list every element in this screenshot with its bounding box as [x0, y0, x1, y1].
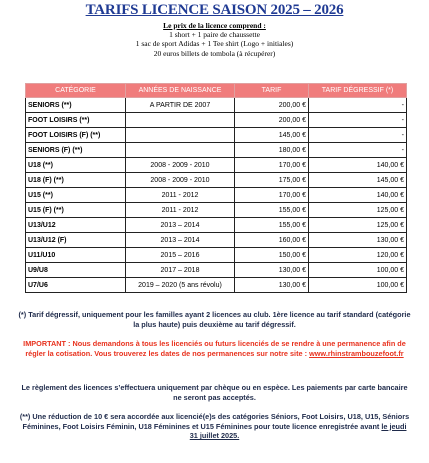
table-row	[26, 158, 407, 173]
col-header-annees: ANNÉES DE NAISSANCE	[126, 84, 235, 98]
table-row	[26, 278, 407, 293]
cell-tarif-degressif: -	[309, 113, 407, 128]
cell-annees	[126, 113, 235, 128]
cell-categorie: U15 (**)	[26, 188, 126, 203]
cell-tarif-degressif: 130,00 €	[309, 233, 407, 248]
cell-annees: 2015 – 2016	[126, 248, 235, 263]
cell-tarif-degressif: 100,00 €	[309, 278, 407, 293]
important-text: IMPORTANT : Nous demandons à tous les licenciés ou futurs licenciés de se rendre à une permanence afin de régler la cotisation. Vous trouverez les dates de nos permanences sur notre site :	[23, 339, 406, 358]
cell-tarif: 170,00 €	[235, 188, 309, 203]
note-degressif: (*) Tarif dégressif, uniquement pour les familles ayant 2 licences au club. 1ère licence au tarif standard (catégorie la plus haute) puis deuxième au tarif dégressif.	[18, 310, 411, 329]
cell-tarif-degressif: 145,00 €	[309, 173, 407, 188]
cell-tarif: 130,00 €	[235, 263, 309, 278]
cell-tarif: 155,00 €	[235, 203, 309, 218]
table-row	[26, 248, 407, 263]
includes-header: Le prix de la licence comprend :	[163, 21, 266, 30]
table-row	[26, 263, 407, 278]
tarifs-table	[25, 83, 407, 293]
cell-categorie: U9/U8	[26, 263, 126, 278]
cell-tarif: 150,00 €	[235, 248, 309, 263]
reduction-date: le jeudi 31 juillet 2025.	[189, 421, 407, 441]
cell-annees: 2019 – 2020 (5 ans révolu)	[126, 278, 235, 293]
table-row	[26, 143, 407, 158]
table-row	[26, 128, 407, 143]
cell-categorie: U18 (F) (**)	[26, 173, 126, 188]
cell-tarif-degressif: 140,00 €	[309, 158, 407, 173]
cell-tarif-degressif: 120,00 €	[309, 248, 407, 263]
includes-item: 1 sac de sport Adidas + 1 Tee shirt (Logo + initiales)	[135, 39, 294, 49]
cell-categorie: U11/U10	[26, 248, 126, 263]
col-header-categorie: CATÉGORIE	[26, 84, 126, 98]
cell-annees: 2011 - 2012	[126, 188, 235, 203]
note-reduction	[18, 412, 411, 441]
cell-tarif: 155,00 €	[235, 218, 309, 233]
cell-tarif-degressif: -	[309, 143, 407, 158]
cell-categorie: U13/U12	[26, 218, 126, 233]
cell-tarif: 170,00 €	[235, 158, 309, 173]
table-row	[26, 218, 407, 233]
licence-includes	[0, 21, 429, 58]
table-row	[26, 203, 407, 218]
col-header-tarif-degressif: TARIF DÉGRESSIF (*)	[309, 84, 407, 98]
includes-item: 1 short + 1 paire de chaussette	[169, 30, 260, 40]
cell-tarif: 160,00 €	[235, 233, 309, 248]
cell-annees: 2008 - 2009 - 2010	[126, 173, 235, 188]
cell-annees: 2017 – 2018	[126, 263, 235, 278]
cell-annees	[126, 143, 235, 158]
table-header-row	[26, 84, 407, 98]
cell-categorie: FOOT LOISIRS (**)	[26, 113, 126, 128]
table-row	[26, 173, 407, 188]
page-title: TARIFS LICENCE SAISON 2025 – 2026	[85, 2, 344, 18]
cell-tarif-degressif: -	[309, 128, 407, 143]
cell-annees: 2013 – 2014	[126, 218, 235, 233]
cell-tarif: 200,00 €	[235, 113, 309, 128]
cell-annees	[126, 128, 235, 143]
table-row	[26, 233, 407, 248]
cell-categorie: FOOT LOISIRS (F) (**)	[26, 128, 126, 143]
cell-categorie: SENIORS (F) (**)	[26, 143, 126, 158]
reduction-text: (**) Une réduction de 10 € sera accordée aux licencié(e)s des catégories Séniors, Foot Loisirs, U18, U15, Séniors Féminines, Foot Loisirs Féminin, U18 Féminines et U15 Féminines pour toute licence enregistrée avant	[19, 412, 410, 431]
site-link[interactable]: www.rhinstrambouzefoot.fr	[309, 348, 404, 358]
cell-tarif-degressif: 140,00 €	[309, 188, 407, 203]
cell-categorie: SENIORS (**)	[26, 98, 126, 113]
cell-annees: 2008 - 2009 - 2010	[126, 158, 235, 173]
note-important	[18, 339, 411, 358]
cell-tarif: 180,00 €	[235, 143, 309, 158]
table-row	[26, 98, 407, 113]
cell-categorie: U7/U6	[26, 278, 126, 293]
table-row	[26, 188, 407, 203]
cell-annees: 2011 - 2012	[126, 203, 235, 218]
cell-annees: A PARTIR DE 2007	[126, 98, 235, 113]
cell-tarif: 130,00 €	[235, 278, 309, 293]
cell-annees: 2013 – 2014	[126, 233, 235, 248]
cell-tarif-degressif: 125,00 €	[309, 203, 407, 218]
cell-categorie: U13/U12 (F)	[26, 233, 126, 248]
cell-tarif-degressif: -	[309, 98, 407, 113]
cell-categorie: U15 (F) (**)	[26, 203, 126, 218]
cell-tarif-degressif: 125,00 €	[309, 218, 407, 233]
col-header-tarif: TARIF	[235, 84, 309, 98]
table-row	[26, 113, 407, 128]
cell-categorie: U18 (**)	[26, 158, 126, 173]
includes-item: 20 euros billets de tombola (à récupérer)	[153, 48, 276, 58]
cell-tarif-degressif: 100,00 €	[309, 263, 407, 278]
note-paiement: Le règlement des licences s’effectuera uniquement par chèque ou en espèce. Les paiements par carte bancaire ne seront pas acceptés.	[21, 383, 408, 402]
cell-tarif: 145,00 €	[235, 128, 309, 143]
cell-tarif: 175,00 €	[235, 173, 309, 188]
cell-tarif: 200,00 €	[235, 98, 309, 113]
